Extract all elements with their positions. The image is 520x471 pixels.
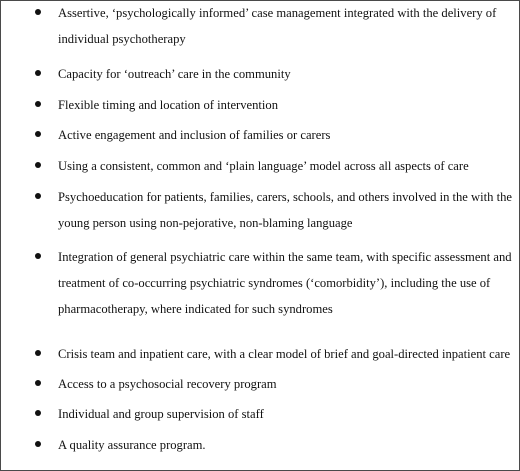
- list-item-text: [58, 401, 510, 427]
- list-item-text: [58, 122, 510, 148]
- list-item-line: Integration of general psychiatric care within the same team, with specific assessment and: [58, 250, 512, 264]
- bullet-icon: [35, 350, 41, 356]
- list-item-text: [58, 341, 510, 367]
- list-item-line: Assertive, ‘psychologically informed’ case management integrated with the delivery of: [58, 6, 497, 20]
- bullet-icon: [35, 380, 41, 386]
- list-item-line: Capacity for ‘outreach’ care in the community: [58, 67, 291, 81]
- list-item-text: [58, 0, 510, 52]
- list-item-text: [58, 61, 510, 87]
- list-item-text: [58, 244, 510, 322]
- bullet-icon: [35, 101, 41, 107]
- bullet-icon: [35, 253, 41, 259]
- list-item-line: Flexible timing and location of intervention: [58, 98, 278, 112]
- list-item-line: young person using non-pejorative, non-blaming language: [58, 216, 353, 230]
- list-item-text: [58, 92, 510, 118]
- bullet-icon: [35, 193, 41, 199]
- bullet-icon: [35, 70, 41, 76]
- bullet-icon: [35, 410, 41, 416]
- list-item-line: Individual and group supervision of staff: [58, 407, 264, 421]
- list-item-line: Crisis team and inpatient care, with a clear model of brief and goal-directed inpatient care: [58, 347, 511, 361]
- bullet-icon: [35, 131, 41, 137]
- list-item-line: individual psychotherapy: [58, 32, 186, 46]
- list-item-line: A quality assurance program.: [58, 438, 206, 452]
- list-item-line: treatment of co-occurring psychiatric syndromes (‘comorbidity’), including the use of: [58, 276, 491, 290]
- list-item-text: [58, 153, 510, 179]
- list-item-line: Using a consistent, common and ‘plain language’ model across all aspects of care: [58, 159, 469, 173]
- list-item-text: [58, 432, 510, 458]
- list-item-line: Active engagement and inclusion of families or carers: [58, 128, 331, 142]
- list-item-text: [58, 371, 510, 397]
- list-item-line: pharmacotherapy, where indicated for such syndromes: [58, 302, 333, 316]
- bullet-icon: [35, 9, 41, 15]
- list-item-line: Psychoeducation for patients, families, carers, schools, and others involved in the with the: [58, 190, 512, 204]
- list-item-text: [58, 184, 510, 236]
- list-item-line: Access to a psychosocial recovery program: [58, 377, 277, 391]
- bullet-icon: [35, 162, 41, 168]
- bullet-icon: [35, 441, 41, 447]
